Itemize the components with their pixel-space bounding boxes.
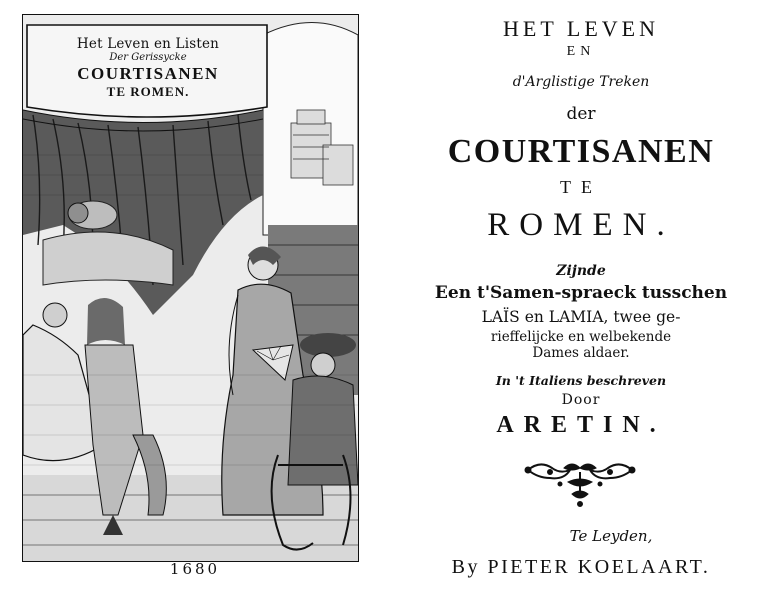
title-line-het-leven: HET LEVEN bbox=[503, 16, 659, 41]
subtitle-italiens: In 't Italiens beschreven bbox=[495, 373, 667, 388]
banner-line-2: Der Gerissycke bbox=[109, 52, 187, 63]
imprint-publisher: By PIETER KOELAART. bbox=[451, 556, 711, 578]
author-name: ARETIN. bbox=[496, 412, 666, 438]
banner-line-1: Het Leven en Listen bbox=[76, 36, 220, 52]
subtitle-rieffelijcke: rieffelijcke en welbekende bbox=[490, 329, 672, 345]
floral-fleuron-icon bbox=[520, 458, 640, 508]
publication-year: 1680 bbox=[169, 560, 221, 578]
title-line-en: EN bbox=[566, 44, 596, 59]
title-line-romen: ROMEN. bbox=[487, 207, 675, 243]
frontispiece-banner bbox=[29, 27, 267, 117]
imprint-place: Te Leyden, bbox=[569, 527, 653, 545]
banner-line-3: COURTISANEN bbox=[77, 64, 219, 83]
title-page bbox=[400, 0, 762, 600]
subtitle-zijnde: Zijnde bbox=[556, 263, 606, 279]
banner-line-4: TE ROMEN. bbox=[106, 84, 190, 99]
frontispiece-engraving bbox=[22, 14, 359, 562]
subtitle-samen-spraeck: Een t'Samen-spraeck tusschen bbox=[434, 283, 728, 303]
subtitle-dames-aldaer: Dames aldaer. bbox=[532, 345, 630, 361]
title-line-arglistige: d'Arglistige Treken bbox=[512, 74, 650, 90]
subtitle-door: Door bbox=[561, 392, 601, 408]
title-line-der: der bbox=[566, 104, 596, 124]
title-line-courtisanen: COURTISANEN bbox=[447, 133, 715, 170]
title-line-te: TE bbox=[560, 177, 602, 197]
subtitle-lais-lamia: LAÏS en LAMIA, twee ge- bbox=[481, 308, 681, 326]
